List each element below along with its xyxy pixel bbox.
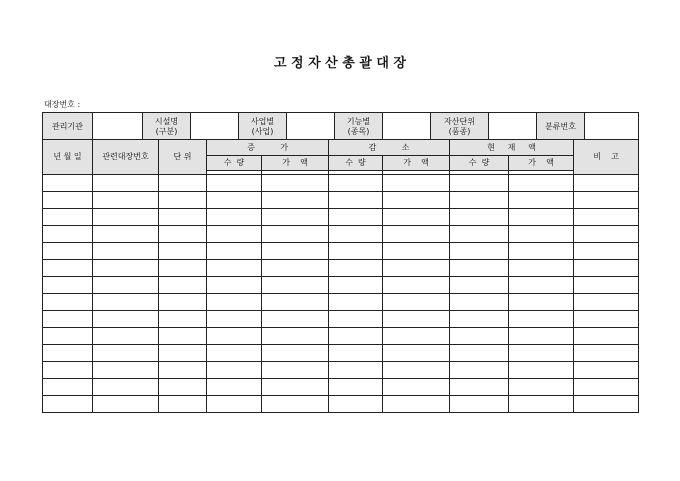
remarks-cell[interactable] bbox=[574, 192, 639, 209]
related-ledger-no-cell[interactable] bbox=[93, 277, 159, 294]
current-qty-cell[interactable] bbox=[450, 243, 509, 260]
remarks-cell[interactable] bbox=[574, 243, 639, 260]
decrease-amount-cell[interactable] bbox=[383, 260, 450, 277]
date-cell[interactable] bbox=[43, 209, 93, 226]
remarks-header: 비 고 bbox=[574, 140, 639, 175]
table-row bbox=[43, 175, 639, 192]
unit-cell[interactable] bbox=[159, 328, 207, 345]
date-cell[interactable] bbox=[43, 362, 93, 379]
decrease-qty-cell[interactable] bbox=[329, 243, 383, 260]
unit-cell[interactable] bbox=[159, 294, 207, 311]
current-amount-cell[interactable] bbox=[509, 209, 574, 226]
current-qty-cell[interactable] bbox=[450, 192, 509, 209]
decrease-qty-cell[interactable] bbox=[329, 345, 383, 362]
date-cell[interactable] bbox=[43, 175, 93, 192]
table-row bbox=[43, 396, 639, 413]
increase-amount-cell[interactable] bbox=[262, 209, 329, 226]
current-amount-cell[interactable] bbox=[509, 260, 574, 277]
class-no-label: 분류번호 bbox=[537, 113, 585, 141]
increase-amount-cell[interactable] bbox=[262, 362, 329, 379]
table-row bbox=[43, 362, 639, 379]
date-cell[interactable] bbox=[43, 311, 93, 328]
decrease-qty-cell[interactable] bbox=[329, 311, 383, 328]
increase-qty-header: 수 량 bbox=[207, 156, 262, 171]
table-row bbox=[43, 192, 639, 209]
related-ledger-no-cell[interactable] bbox=[93, 345, 159, 362]
date-cell[interactable] bbox=[43, 379, 93, 396]
increase-amount-cell[interactable] bbox=[262, 311, 329, 328]
current-qty-header: 수 량 bbox=[450, 156, 509, 171]
decrease-amount-header: 가 액 bbox=[383, 156, 450, 171]
decrease-qty-cell[interactable] bbox=[329, 209, 383, 226]
increase-header: 증 가 bbox=[207, 140, 329, 156]
remarks-cell[interactable] bbox=[574, 362, 639, 379]
increase-amount-cell[interactable] bbox=[262, 260, 329, 277]
agency-value[interactable] bbox=[93, 113, 143, 141]
related-ledger-header: 관련대장번호 bbox=[93, 140, 159, 175]
related-ledger-no-cell[interactable] bbox=[93, 260, 159, 277]
remarks-cell[interactable] bbox=[574, 294, 639, 311]
remarks-cell[interactable] bbox=[574, 396, 639, 413]
current-qty-cell[interactable] bbox=[450, 328, 509, 345]
current-qty-cell[interactable] bbox=[450, 260, 509, 277]
current-qty-cell[interactable] bbox=[450, 175, 509, 192]
decrease-amount-cell[interactable] bbox=[383, 379, 450, 396]
date-cell[interactable] bbox=[43, 396, 93, 413]
related-ledger-no-cell[interactable] bbox=[93, 328, 159, 345]
agency-label: 관리기관 bbox=[43, 113, 93, 141]
related-ledger-no-cell[interactable] bbox=[93, 175, 159, 192]
remarks-cell[interactable] bbox=[574, 226, 639, 243]
remarks-cell[interactable] bbox=[574, 311, 639, 328]
project-label-line1: 사업별 bbox=[250, 116, 275, 126]
decrease-amount-cell[interactable] bbox=[383, 328, 450, 345]
decrease-amount-cell[interactable] bbox=[383, 311, 450, 328]
date-cell[interactable] bbox=[43, 260, 93, 277]
related-ledger-no-cell[interactable] bbox=[93, 294, 159, 311]
ledger-rows bbox=[43, 175, 639, 413]
decrease-amount-cell[interactable] bbox=[383, 277, 450, 294]
function-label-line1: 기능별 bbox=[346, 116, 371, 126]
table-row bbox=[43, 379, 639, 396]
decrease-amount-cell[interactable] bbox=[383, 294, 450, 311]
table-row bbox=[43, 226, 639, 243]
date-cell[interactable] bbox=[43, 226, 93, 243]
unit-cell[interactable] bbox=[159, 192, 207, 209]
decrease-qty-cell[interactable] bbox=[329, 379, 383, 396]
increase-amount-cell[interactable] bbox=[262, 294, 329, 311]
current-qty-cell[interactable] bbox=[450, 226, 509, 243]
facility-label-line1: 시설명 bbox=[154, 116, 179, 126]
unit-cell[interactable] bbox=[159, 260, 207, 277]
unit-cell[interactable] bbox=[159, 362, 207, 379]
remarks-cell[interactable] bbox=[574, 345, 639, 362]
current-header: 현 재 액 bbox=[450, 140, 574, 156]
date-cell[interactable] bbox=[43, 277, 93, 294]
decrease-amount-cell[interactable] bbox=[383, 226, 450, 243]
increase-qty-cell[interactable] bbox=[207, 192, 262, 209]
current-amount-cell[interactable] bbox=[509, 362, 574, 379]
related-ledger-no-cell[interactable] bbox=[93, 362, 159, 379]
increase-qty-cell[interactable] bbox=[207, 345, 262, 362]
current-amount-cell[interactable] bbox=[509, 175, 574, 192]
remarks-cell[interactable] bbox=[574, 260, 639, 277]
current-qty-cell[interactable] bbox=[450, 396, 509, 413]
current-amount-cell[interactable] bbox=[509, 311, 574, 328]
date-cell[interactable] bbox=[43, 243, 93, 260]
current-amount-cell[interactable] bbox=[509, 226, 574, 243]
table-row bbox=[43, 243, 639, 260]
increase-qty-cell[interactable] bbox=[207, 379, 262, 396]
current-qty-cell[interactable] bbox=[450, 379, 509, 396]
decrease-qty-cell[interactable] bbox=[329, 396, 383, 413]
current-amount-cell[interactable] bbox=[509, 294, 574, 311]
current-qty-cell[interactable] bbox=[450, 277, 509, 294]
current-amount-cell[interactable] bbox=[509, 192, 574, 209]
table-row bbox=[43, 277, 639, 294]
unit-cell[interactable] bbox=[159, 311, 207, 328]
unit-cell[interactable] bbox=[159, 277, 207, 294]
increase-amount-cell[interactable] bbox=[262, 192, 329, 209]
table-row bbox=[43, 328, 639, 345]
asset-unit-label-line1: 자산단위 bbox=[444, 116, 475, 126]
increase-amount-cell[interactable] bbox=[262, 277, 329, 294]
increase-amount-cell[interactable] bbox=[262, 243, 329, 260]
decrease-header: 감 소 bbox=[329, 140, 450, 156]
decrease-qty-cell[interactable] bbox=[329, 362, 383, 379]
asset-unit-value[interactable] bbox=[489, 113, 537, 141]
increase-qty-cell[interactable] bbox=[207, 396, 262, 413]
increase-qty-cell[interactable] bbox=[207, 277, 262, 294]
current-amount-cell[interactable] bbox=[509, 379, 574, 396]
decrease-amount-cell[interactable] bbox=[383, 209, 450, 226]
date-cell[interactable] bbox=[43, 192, 93, 209]
increase-qty-cell[interactable] bbox=[207, 362, 262, 379]
increase-amount-cell[interactable] bbox=[262, 175, 329, 192]
related-ledger-no-cell[interactable] bbox=[93, 192, 159, 209]
increase-qty-cell[interactable] bbox=[207, 311, 262, 328]
table-row bbox=[43, 260, 639, 277]
project-label-line2: (사업) bbox=[251, 126, 274, 136]
table-row bbox=[43, 345, 639, 362]
increase-qty-cell[interactable] bbox=[207, 243, 262, 260]
current-qty-cell[interactable] bbox=[450, 362, 509, 379]
current-qty-cell[interactable] bbox=[450, 294, 509, 311]
decrease-qty-cell[interactable] bbox=[329, 328, 383, 345]
facility-label-line2: (구분) bbox=[155, 126, 178, 136]
decrease-amount-cell[interactable] bbox=[383, 175, 450, 192]
current-amount-cell[interactable] bbox=[509, 345, 574, 362]
table-row bbox=[43, 209, 639, 226]
remarks-cell[interactable] bbox=[574, 175, 639, 192]
unit-cell[interactable] bbox=[159, 396, 207, 413]
table-row bbox=[43, 311, 639, 328]
related-ledger-no-cell[interactable] bbox=[93, 311, 159, 328]
class-no-value[interactable] bbox=[585, 113, 639, 141]
related-ledger-no-cell[interactable] bbox=[93, 226, 159, 243]
related-ledger-no-cell[interactable] bbox=[93, 243, 159, 260]
decrease-amount-cell[interactable] bbox=[383, 243, 450, 260]
increase-amount-cell[interactable] bbox=[262, 379, 329, 396]
current-amount-cell[interactable] bbox=[509, 277, 574, 294]
related-ledger-no-cell[interactable] bbox=[93, 209, 159, 226]
remarks-cell[interactable] bbox=[574, 379, 639, 396]
asset-unit-label-line2: (품종) bbox=[448, 126, 471, 136]
increase-amount-header: 가 액 bbox=[262, 156, 329, 171]
increase-amount-cell[interactable] bbox=[262, 226, 329, 243]
decrease-amount-cell[interactable] bbox=[383, 396, 450, 413]
unit-cell[interactable] bbox=[159, 175, 207, 192]
current-amount-cell[interactable] bbox=[509, 328, 574, 345]
unit-cell[interactable] bbox=[159, 209, 207, 226]
unit-cell[interactable] bbox=[159, 226, 207, 243]
decrease-qty-cell[interactable] bbox=[329, 226, 383, 243]
unit-cell[interactable] bbox=[159, 345, 207, 362]
remarks-cell[interactable] bbox=[574, 277, 639, 294]
ledger-title: 고 정 자 산 총 괄 대 장 bbox=[273, 56, 407, 71]
project-value[interactable] bbox=[287, 113, 335, 141]
related-ledger-no-cell[interactable] bbox=[93, 396, 159, 413]
asset-unit-label bbox=[431, 113, 489, 141]
current-qty-cell[interactable] bbox=[450, 311, 509, 328]
ledger-grid-table bbox=[42, 139, 639, 413]
function-value[interactable] bbox=[383, 113, 431, 141]
related-ledger-no-cell[interactable] bbox=[93, 379, 159, 396]
decrease-amount-cell[interactable] bbox=[383, 345, 450, 362]
unit-cell[interactable] bbox=[159, 379, 207, 396]
unit-header: 단 위 bbox=[159, 140, 207, 175]
ledger-number-label: 대장번호 : bbox=[44, 100, 81, 109]
decrease-amount-cell[interactable] bbox=[383, 362, 450, 379]
decrease-qty-cell[interactable] bbox=[329, 260, 383, 277]
facility-value[interactable] bbox=[191, 113, 239, 141]
remarks-cell[interactable] bbox=[574, 328, 639, 345]
project-label bbox=[239, 113, 287, 141]
increase-amount-cell[interactable] bbox=[262, 328, 329, 345]
current-amount-cell[interactable] bbox=[509, 396, 574, 413]
function-label-line2: (종목) bbox=[347, 126, 370, 136]
current-amount-cell[interactable] bbox=[509, 243, 574, 260]
increase-amount-cell[interactable] bbox=[262, 396, 329, 413]
decrease-qty-cell[interactable] bbox=[329, 277, 383, 294]
increase-amount-cell[interactable] bbox=[262, 345, 329, 362]
decrease-qty-cell[interactable] bbox=[329, 175, 383, 192]
increase-qty-cell[interactable] bbox=[207, 294, 262, 311]
date-header: 년 월 일 bbox=[43, 140, 93, 175]
current-amount-header: 가 액 bbox=[509, 156, 574, 171]
increase-qty-cell[interactable] bbox=[207, 226, 262, 243]
increase-qty-cell[interactable] bbox=[207, 209, 262, 226]
increase-qty-cell[interactable] bbox=[207, 260, 262, 277]
date-cell[interactable] bbox=[43, 345, 93, 362]
header-info-table bbox=[42, 112, 639, 141]
remarks-cell[interactable] bbox=[574, 209, 639, 226]
date-cell[interactable] bbox=[43, 328, 93, 345]
decrease-qty-header: 수 량 bbox=[329, 156, 383, 171]
decrease-qty-cell[interactable] bbox=[329, 192, 383, 209]
date-cell[interactable] bbox=[43, 294, 93, 311]
table-row bbox=[43, 294, 639, 311]
current-qty-cell[interactable] bbox=[450, 345, 509, 362]
increase-qty-cell[interactable] bbox=[207, 175, 262, 192]
increase-qty-cell[interactable] bbox=[207, 328, 262, 345]
decrease-amount-cell[interactable] bbox=[383, 192, 450, 209]
decrease-qty-cell[interactable] bbox=[329, 294, 383, 311]
current-qty-cell[interactable] bbox=[450, 209, 509, 226]
facility-label bbox=[143, 113, 191, 141]
function-label bbox=[335, 113, 383, 141]
unit-cell[interactable] bbox=[159, 243, 207, 260]
